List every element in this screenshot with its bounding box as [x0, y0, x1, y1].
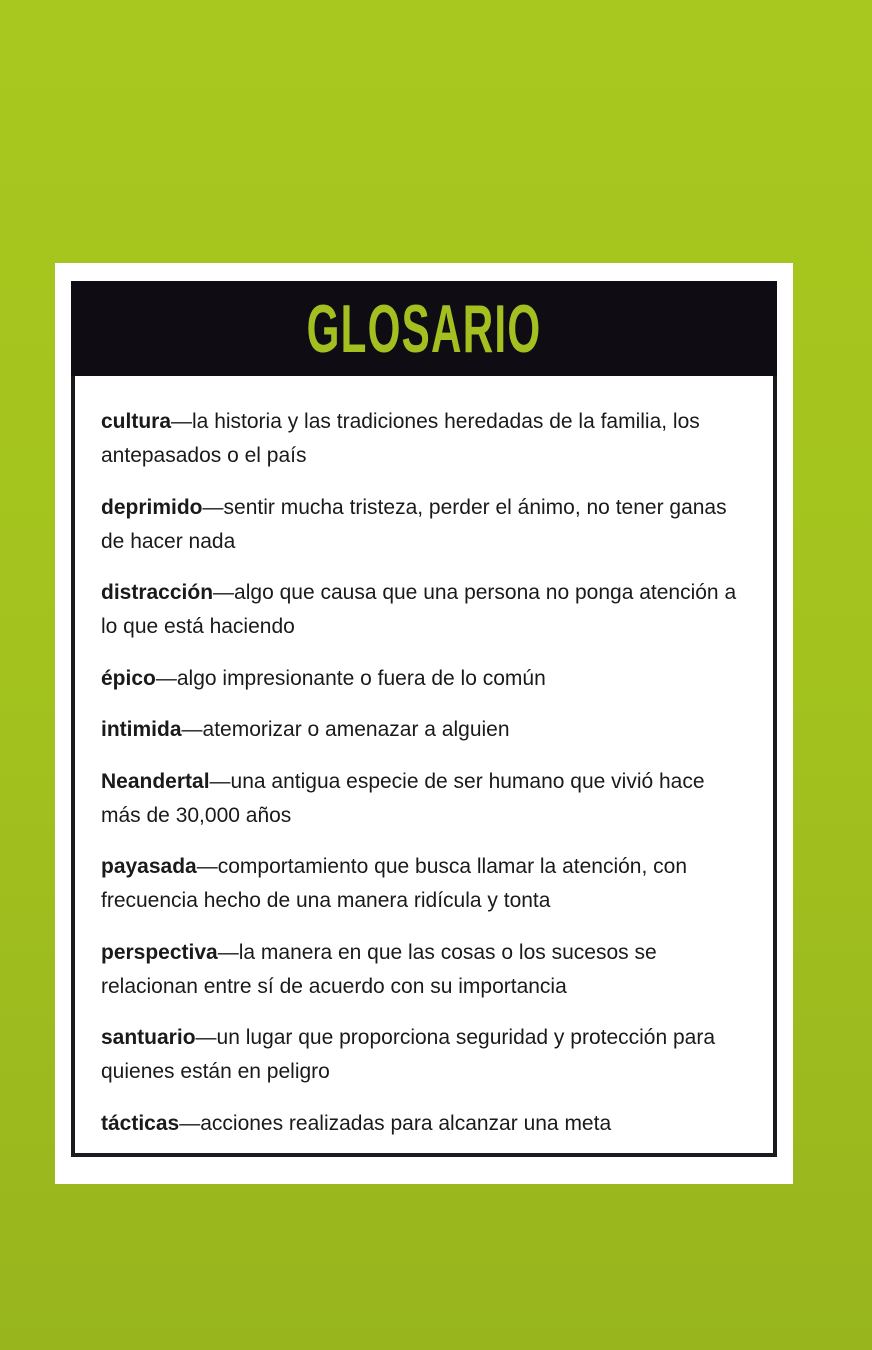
- entry-definition: —la manera en que las cosas o los sucesos se relacionan entre sí de acuerdo con su importancia: [101, 940, 657, 998]
- entry-term: cultura: [101, 410, 172, 433]
- entry-definition: —acciones realizadas para alcanzar una meta: [179, 1111, 612, 1135]
- glossary-entry: [101, 765, 741, 833]
- entry-term: deprimido: [101, 495, 203, 519]
- glossary-entry: [101, 576, 741, 644]
- entry-definition: —atemorizar o amenazar a alguien: [181, 718, 510, 741]
- entry-term: distracción: [101, 581, 214, 604]
- entry-definition: —algo impresionante o fuera de lo común: [155, 666, 546, 690]
- entry-definition: —sentir mucha tristeza, perder el ánimo, no tener ganas de hacer nada: [101, 495, 727, 553]
- glossary-entry: [101, 850, 741, 918]
- glossary-entry: [101, 936, 741, 1004]
- glossary-entry: [101, 713, 741, 747]
- glossary-entry: [101, 405, 741, 473]
- glossary-card: [55, 263, 793, 1184]
- glossary-entry: [101, 491, 741, 559]
- entry-definition: —la historia y las tradiciones heredadas de la familia, los antepasados o el país: [101, 410, 700, 467]
- glossary-frame: [71, 281, 777, 1157]
- entry-definition: —algo que causa que una persona no ponga atención a lo que está haciendo: [101, 581, 737, 638]
- entry-term: Neandertal: [101, 769, 210, 793]
- entry-definition: —una antigua especie de ser humano que vivió hace más de 30,000 años: [101, 769, 705, 827]
- glossary-list: [101, 405, 741, 1158]
- glossary-entry: [101, 1021, 741, 1089]
- entry-term: santuario: [101, 1026, 196, 1049]
- entry-term: intimida: [101, 718, 182, 741]
- entry-definition: —un lugar que proporciona seguridad y protección para quienes están en peligro: [101, 1026, 716, 1083]
- glossary-title: GLOSARIO: [306, 291, 542, 367]
- glossary-header: [71, 281, 777, 376]
- entry-definition: —comportamiento que busca llamar la atención, con frecuencia hecho de una manera ridícula y tonta: [101, 855, 687, 912]
- entry-term: perspectiva: [101, 940, 218, 964]
- glossary-entry: [101, 662, 741, 696]
- entry-term: payasada: [101, 855, 197, 878]
- glossary-entry: [101, 1107, 741, 1141]
- entry-term: épico: [101, 666, 156, 690]
- entry-term: tácticas: [101, 1111, 180, 1135]
